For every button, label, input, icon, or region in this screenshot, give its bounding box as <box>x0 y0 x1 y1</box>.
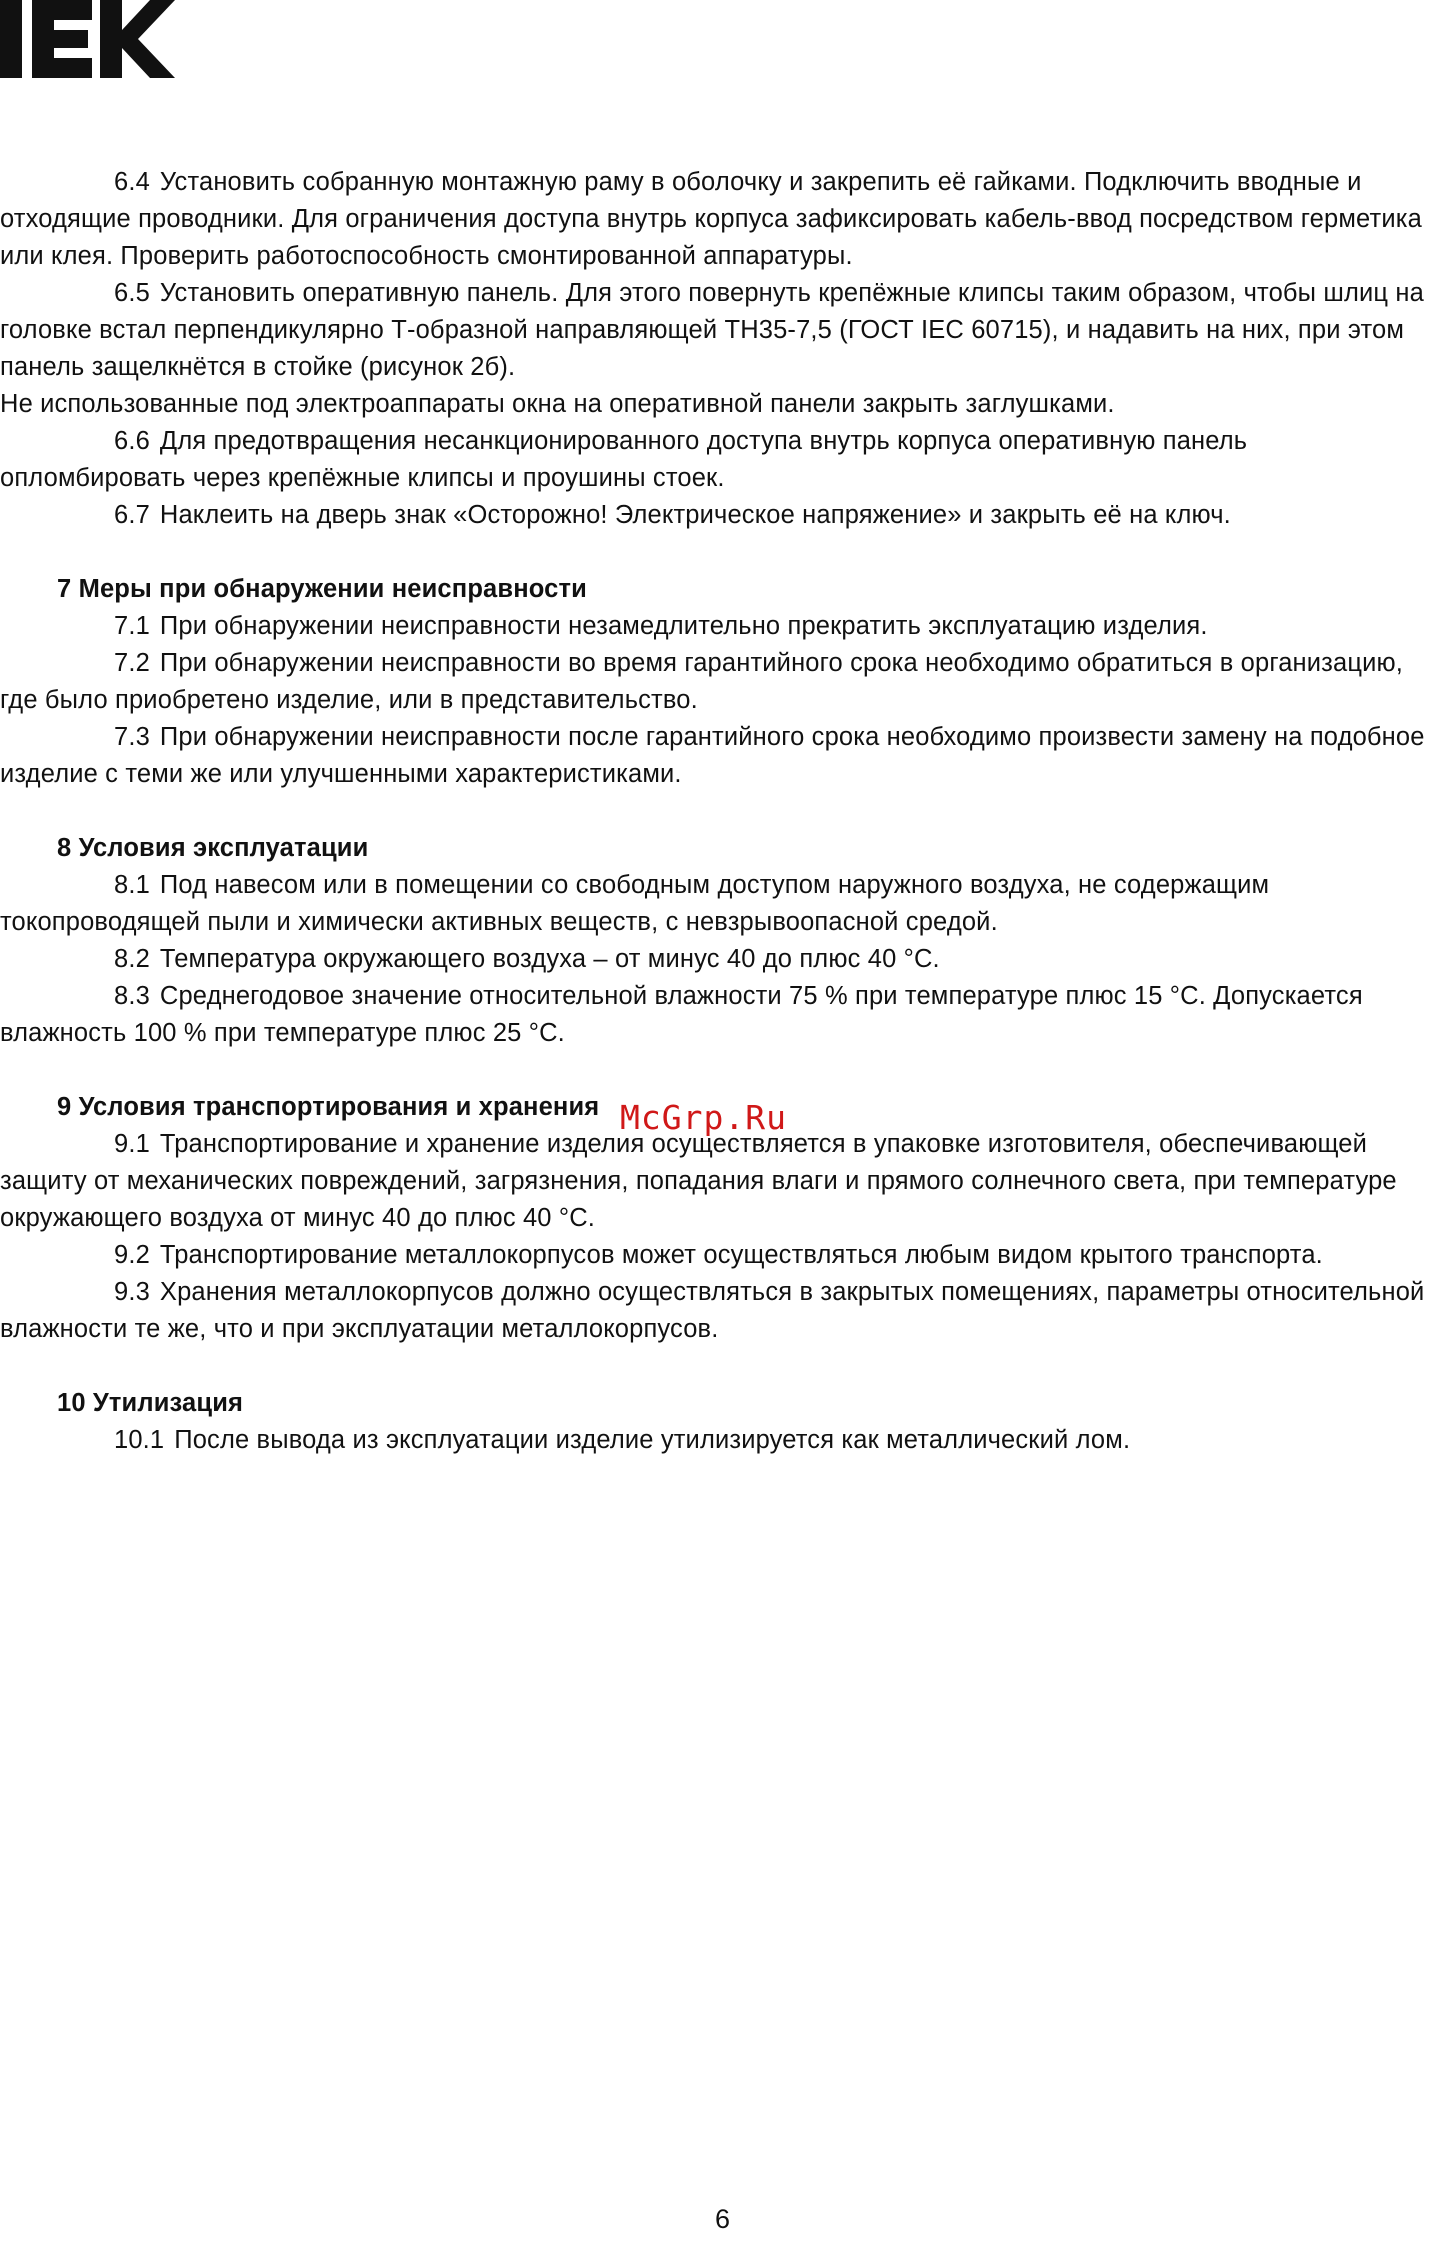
document-body <box>0 164 1440 1459</box>
section-heading: 7 Меры при обнаружении неисправности <box>57 575 587 603</box>
clause-8-2: 8.2 Температура окружающего воздуха – от минус 40 до плюс 40 °С. <box>114 945 940 973</box>
clause-9-1: 9.1 Транспортирование и хранение изделия осуществляется в упаковке изготовителя, обеспечивающей защиту от механических повреждений, загрязнения, попадания влаги и прямого солнечного света, при температуре окружающего воздуха от минус 40 до плюс 40 °С. <box>0 1130 1397 1232</box>
clause-9-3: 9.3 Хранения металлокорпусов должно осуществляться в закрытых помещениях, параметры относительной влажности те же, что и при эксплуатации металлокорпусов. <box>0 1278 1425 1343</box>
clause-6-6: 6.6 Для предотвращения несанкционированного доступа внутрь корпуса оперативную панель опломбировать через крепёжные клипсы и проушины стоек. <box>0 427 1248 492</box>
clause-6-5-note: Не использованные под электроаппараты окна на оперативной панели закрыть заглушками. <box>0 390 1115 418</box>
section-heading: 9 Условия транспортирования и хранения <box>57 1093 600 1121</box>
section-7 <box>0 571 1440 793</box>
clause-9-2: 9.2 Транспортирование металлокорпусов может осуществляться любым видом крытого транспорта. <box>114 1241 1323 1269</box>
clause-6-5: 6.5 Установить оперативную панель. Для этого повернуть крепёжные клипсы таким образом, чтобы шлиц на головке встал перпендикулярно Т-образной направляющей ТН35-7,5 (ГОСТ IEC 60715), и надавить на них, при этом панель защелкнётся в стойке (рисунок 2б). <box>0 279 1424 381</box>
clause-7-2: 7.2 При обнаружении неисправности во время гарантийного срока необходимо обратиться в организацию, где было приобретено изделие, или в представительство. <box>0 649 1403 714</box>
section-heading: 8 Условия эксплуатации <box>57 834 369 862</box>
clause-7-1: 7.1 При обнаружении неисправности незамедлительно прекратить эксплуатацию изделия. <box>114 612 1208 640</box>
clause-6-7: 6.7 Наклеить на дверь знак «Осторожно! Электрическое напряжение» и закрыть её на ключ. <box>114 501 1231 529</box>
clause-7-3: 7.3 При обнаружении неисправности после гарантийного срока необходимо произвести замену на подобное изделие с теми же или улучшенными характеристиками. <box>0 723 1425 788</box>
clause-8-3: 8.3 Среднегодовое значение относительной влажности 75 % при температуре плюс 15 °С. Допускается влажность 100 % при температуре плюс 25 °С. <box>0 982 1363 1047</box>
section-6 <box>0 164 1440 534</box>
page-number: 6 <box>714 2204 731 2234</box>
clause-10-1: 10.1 После вывода из эксплуатации изделие утилизируется как металлический лом. <box>114 1426 1131 1454</box>
section-8 <box>0 830 1440 1052</box>
iek-logo <box>0 0 175 80</box>
clause-8-1: 8.1 Под навесом или в помещении со свободным доступом наружного воздуха, не содержащим токопроводящей пыли и химически активных веществ, с невзрывоопасной средой. <box>0 871 1270 936</box>
clause-6-4: 6.4 Установить собранную монтажную раму в оболочку и закрепить её гайками. Подключить вводные и отходящие проводники. Для ограничения доступа внутрь корпуса зафиксировать кабель-ввод посредством герметика или клея. Проверить работоспособность смонтированной аппаратуры. <box>0 168 1422 270</box>
section-heading: 10 Утилизация <box>57 1389 244 1417</box>
section-10 <box>0 1385 1440 1459</box>
watermark: McGrp.Ru <box>620 1098 787 1137</box>
